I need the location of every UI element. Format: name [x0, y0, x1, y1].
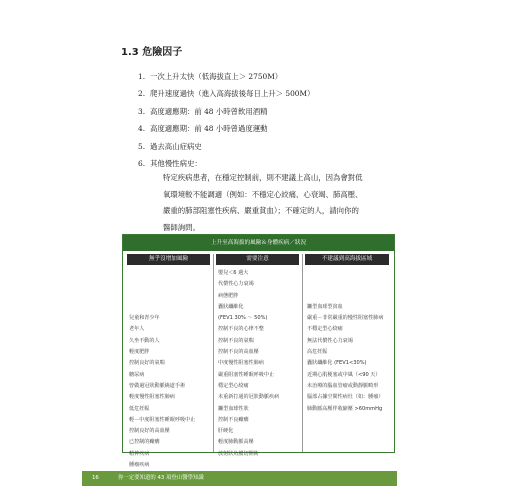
table-cell [129, 279, 195, 290]
table-cell: 肺動脈高壓伴收縮壓 >60mmHg [307, 405, 383, 412]
table-cell: 中度慢性阻塞性肺病 [218, 360, 264, 367]
table-cell: 控制不良的心律不整 [218, 326, 264, 333]
table-cell: 低危妊娠 [129, 405, 150, 412]
table-cell: 囊狀纖維化 (FEV1<30%) [307, 360, 367, 367]
footer-book-title: 你一定要知道的 43 項登山醫學知識 [118, 475, 204, 481]
table-cell: 控制不良的氣喘 [218, 337, 254, 344]
risk-table [122, 234, 395, 469]
table-cell: 控制不良癲癇 [218, 416, 249, 423]
table-cell: 兒童和青少年 [129, 315, 160, 322]
table-cell: 不穩定型心絞痛 [307, 326, 343, 333]
table-cell: 肝硬化 [218, 428, 234, 435]
not-recommended-column [307, 268, 383, 415]
table-cell [307, 268, 383, 279]
column-header-caution: 需要注意 [216, 254, 299, 265]
section-title: 1.3 危險因子 [121, 47, 183, 58]
table-cell [307, 291, 383, 302]
list-item: 4. 高度適應期：前 48 小時曾過度運動 [138, 124, 268, 134]
paragraph-line: 醫師詢問。 [163, 222, 200, 232]
table-cell [307, 279, 383, 290]
table-cell: 代償性心力衰竭 [218, 281, 254, 288]
table-cell: 放射狀角膜切開術 [218, 450, 259, 457]
table-cell: 控制不良的高血壓 [218, 349, 259, 356]
table-cell: 腦部占據空間性病灶（如：腫瘤） [307, 394, 384, 401]
table-cell: (FEV1 30% 〜 50%) [218, 315, 268, 322]
table-cell: 控制良好的高血壓 [129, 428, 170, 435]
paragraph-line: 嚴重的肺部阻塞性疾病、嚴重貧血）；不確定的人，請向你的 [163, 206, 359, 216]
table-cell: 糖尿病 [129, 371, 145, 378]
table-cell: 嬰兒＜6 週大 [218, 270, 249, 276]
table-title: 上升至高海拔的風險＆身體疾病／狀況 [123, 235, 394, 251]
column-header-not-recommended: 不建議到高海拔區域 [305, 254, 389, 265]
column-divider [213, 254, 214, 452]
table-cell: 嚴重－非常嚴重的慢性阻塞性肺病 [307, 315, 384, 322]
table-cell: 未重新打通的冠狀動脈疾病 [218, 394, 280, 401]
table-cell: 老年人 [129, 326, 145, 333]
low-risk-column [129, 268, 195, 471]
table-cell: 已控制的癲癇 [129, 439, 160, 446]
table-cell: 無法代償性心力衰竭 [307, 337, 353, 344]
list-item: 5. 過去高山症病史 [138, 141, 202, 151]
table-cell: 輕度慢性阻塞性肺病 [129, 394, 175, 401]
column-header-low-risk: 無乎沒增加風險 [127, 254, 210, 265]
table-cell [129, 291, 195, 302]
list-item: 6. 其他慢性病史： [138, 158, 202, 168]
table-cell: 穩定型心絞痛 [218, 382, 249, 389]
table-cell: 近期心肌梗塞或中風（<90 天） [307, 371, 381, 378]
table-cell: 高危妊娠 [307, 349, 328, 356]
paragraph-line: 特定疾病患者，在穩定控制前，則不建議上高山，因為會對低 [163, 173, 363, 182]
table-cell: 輕－中度阻塞性睡眠呼吸中止 [129, 416, 196, 423]
chronic-disease-paragraph [163, 170, 403, 236]
table-cell: 輕度肥胖 [129, 349, 150, 356]
column-divider [302, 254, 303, 452]
risk-factor-list [138, 68, 408, 172]
list-item: 2. 爬升速度過快（進入高海拔後每日上升＞ 500M） [138, 89, 315, 99]
table-cell: 控制良好的氣喘 [129, 360, 165, 367]
table-cell: 囊狀纖維化 [218, 303, 244, 310]
table-cell: 精神疾病 [129, 450, 150, 457]
table-cell [129, 302, 195, 313]
table-cell: 曾做過冠狀動脈繞道手術 [129, 382, 186, 389]
table-cell: 輕度肺動脈高壓 [218, 439, 254, 446]
page-number: 16 [92, 475, 99, 481]
table-cell: 鐮型血球型貧血 [307, 303, 343, 310]
paragraph-line: 氧環境較不能調適（例如：不穩定心絞痛、心衰竭、肺高壓、 [163, 189, 363, 199]
list-item: 3. 高度適應期：前 48 小時曾飲用酒精 [138, 106, 268, 116]
caution-column [218, 268, 279, 460]
list-item: 1. 一次上升太快（低海拔直上＞ 2750M） [138, 72, 283, 81]
table-cell: 腫瘤疾病 [129, 462, 150, 469]
table-cell: 未治療的腦血管瘤或動靜脈畸形 [307, 382, 379, 389]
table-cell: 病態肥胖 [218, 292, 239, 299]
footer-bar [82, 471, 397, 486]
table-cell: 鐮型血球性狀 [218, 405, 249, 412]
table-cell [129, 268, 195, 279]
table-cell: 嚴重阻塞性睡眠呼吸中止 [218, 371, 275, 378]
table-cell: 久坐不動的人 [129, 337, 160, 344]
